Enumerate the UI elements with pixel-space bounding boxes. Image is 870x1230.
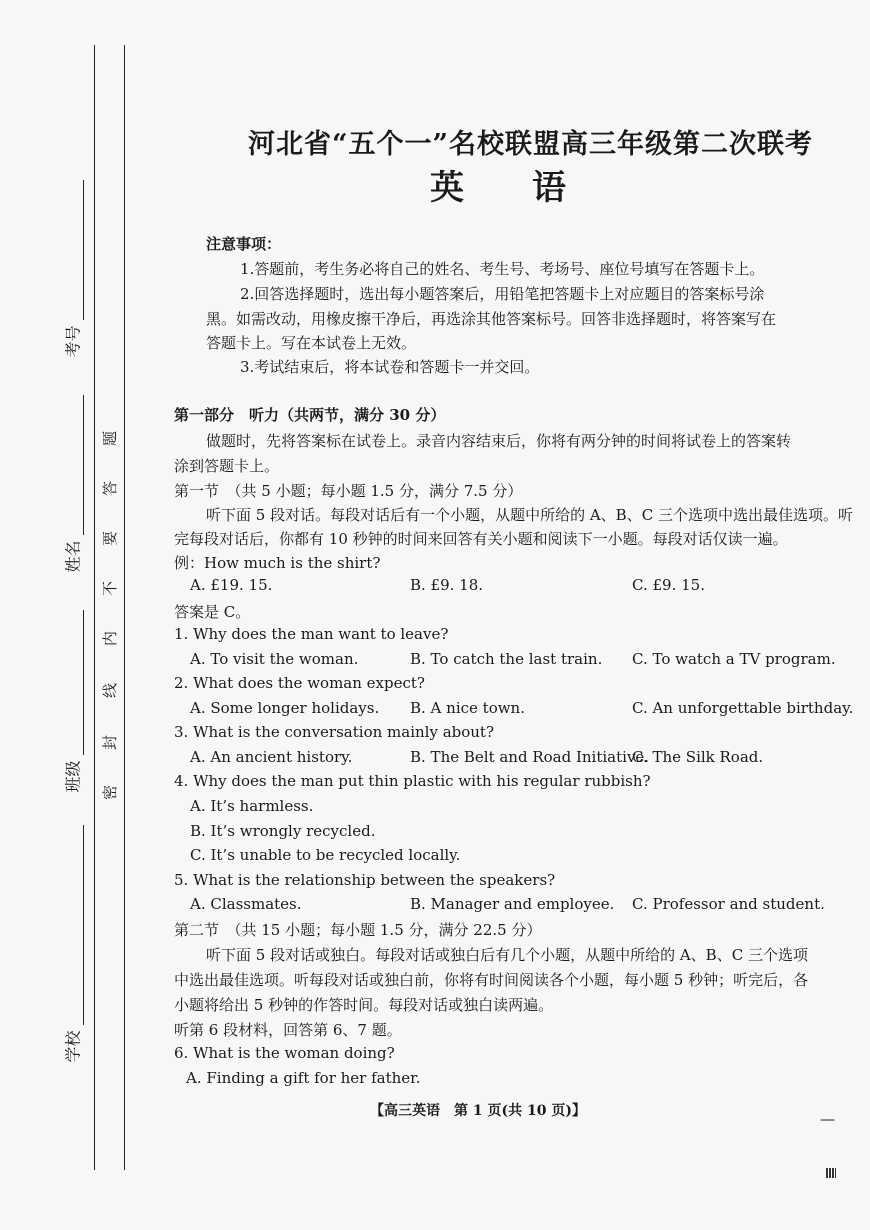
example-option-a: A. £19. 15. <box>190 576 273 594</box>
q5-option-c: C. Professor and student. <box>632 895 825 913</box>
q4-option-a: A. It’s harmless. <box>190 797 314 815</box>
q3-option-c: C. The Silk Road. <box>632 748 764 766</box>
name-label: 姓名 <box>63 540 83 573</box>
section2-heading: 第二节 （共 15 小题；每小题 1.5 分，满分 22.5 分） <box>174 921 542 939</box>
part1-intro-cont: 涂到答题卡上。 <box>174 457 280 475</box>
class-blank <box>83 610 84 755</box>
q5-option-a: A. Classmates. <box>190 895 302 913</box>
seal-char-8: 密 <box>101 784 120 801</box>
qr-code-icon <box>826 1168 836 1178</box>
example-question: 例：How much is the shirt? <box>174 554 381 572</box>
q4-option-c: C. It’s unable to be recycled locally. <box>190 846 461 864</box>
question-6: 6. What is the woman doing? <box>174 1044 395 1062</box>
q6-option-a: A. Finding a gift for her father. <box>186 1069 421 1087</box>
seal-char-7: 封 <box>101 734 120 751</box>
footer-dash: — <box>820 1110 835 1128</box>
q1-option-b: B. To catch the last train. <box>410 650 603 668</box>
q1-option-c: C. To watch a TV program. <box>632 650 836 668</box>
school-label: 学校 <box>63 1030 83 1063</box>
example-answer: 答案是 C。 <box>174 603 251 621</box>
material-6-note: 听第 6 段材料，回答第 6、7 题。 <box>174 1021 402 1039</box>
question-2: 2. What does the woman expect? <box>174 674 425 692</box>
question-3: 3. What is the conversation mainly about? <box>174 723 495 741</box>
q2-option-c: C. An unforgettable birthday. <box>632 699 854 717</box>
section1-heading: 第一节 （共 5 小题；每小题 1.5 分，满分 7.5 分） <box>174 482 523 500</box>
q2-option-a: A. Some longer holidays. <box>190 699 380 717</box>
note-item-1: 1.答题前，考生务必将自己的姓名、考生号、考场号、座位号填写在答题卡上。 <box>240 260 765 278</box>
q3-option-a: A. An ancient history. <box>190 748 353 766</box>
seal-char-4: 不 <box>101 580 120 597</box>
note-item-3: 3.考试结束后，将本试卷和答题卡一并交回。 <box>240 358 540 376</box>
seal-char-1: 题 <box>101 430 120 447</box>
exam-no-blank <box>83 180 84 320</box>
name-blank <box>83 395 84 535</box>
question-4: 4. Why does the man put thin plastic with his regular rubbish? <box>174 772 651 790</box>
note-item-2: 2.回答选择题时，选出每小题答案后，用铅笔把答题卡上对应题目的答案标号涂 <box>240 285 765 303</box>
example-option-b: B. £9. 18. <box>410 576 484 594</box>
q1-option-a: A. To visit the woman. <box>190 650 359 668</box>
seal-char-5: 内 <box>101 630 120 647</box>
question-1: 1. Why does the man want to leave? <box>174 625 449 643</box>
section1-intro: 听下面 5 段对话。每段对话后有一个小题，从题中所给的 A、B、C 三个选项中选出最佳选项。听 <box>206 506 853 524</box>
exam-no-label: 考号 <box>63 325 83 358</box>
seal-char-2: 答 <box>101 480 120 497</box>
notes-heading: 注意事项： <box>206 235 282 253</box>
seal-char-6: 线 <box>101 682 120 699</box>
class-label: 班级 <box>63 760 83 793</box>
note-item-2-cont: 黑。如需改动，用橡皮擦干净后，再选涂其他答案标号。回答非选择题时，将答案写在 <box>206 310 777 328</box>
note-item-2-end: 答题卡上。写在本试卷上无效。 <box>206 334 417 352</box>
margin-line-outer <box>94 45 95 1170</box>
part1-intro: 做题时，先将答案标在试卷上。录音内容结束后，你将有两分钟的时间将试卷上的答案转 <box>206 432 792 450</box>
section2-intro-cont2: 小题将给出 5 秒钟的作答时间。每段对话或独白读两遍。 <box>174 996 554 1014</box>
section2-intro: 听下面 5 段对话或独白。每段对话或独白后有几个小题，从题中所给的 A、B、C 三个选项 <box>206 946 808 964</box>
school-blank <box>83 825 84 1025</box>
q2-option-b: B. A nice town. <box>410 699 525 717</box>
q5-option-b: B. Manager and employee. <box>410 895 615 913</box>
exam-title: 河北省“五个一”名校联盟高三年级第二次联考 <box>248 129 814 160</box>
section2-intro-cont1: 中选出最佳选项。听每段对话或独白前，你将有时间阅读各个小题，每小题 5 秒钟；听完后，各 <box>174 971 809 989</box>
example-option-c: C. £9. 15. <box>632 576 705 594</box>
part1-heading: 第一部分 听力（共两节，满分 30 分） <box>174 406 446 424</box>
q4-option-b: B. It’s wrongly recycled. <box>190 822 376 840</box>
margin-line-inner <box>124 45 125 1170</box>
q3-option-b: B. The Belt and Road Initiative. <box>410 748 650 766</box>
question-5: 5. What is the relationship between the speakers? <box>174 871 556 889</box>
subject-title: 英 语 <box>430 168 566 208</box>
seal-char-3: 要 <box>101 530 120 547</box>
section1-intro-cont: 完每段对话后，你都有 10 秒钟的时间来回答有关小题和阅读下一小题。每段对话仅读一遍。 <box>174 530 788 548</box>
page-footer: 【高三英语 第 1 页(共 10 页)】 <box>370 1103 586 1119</box>
